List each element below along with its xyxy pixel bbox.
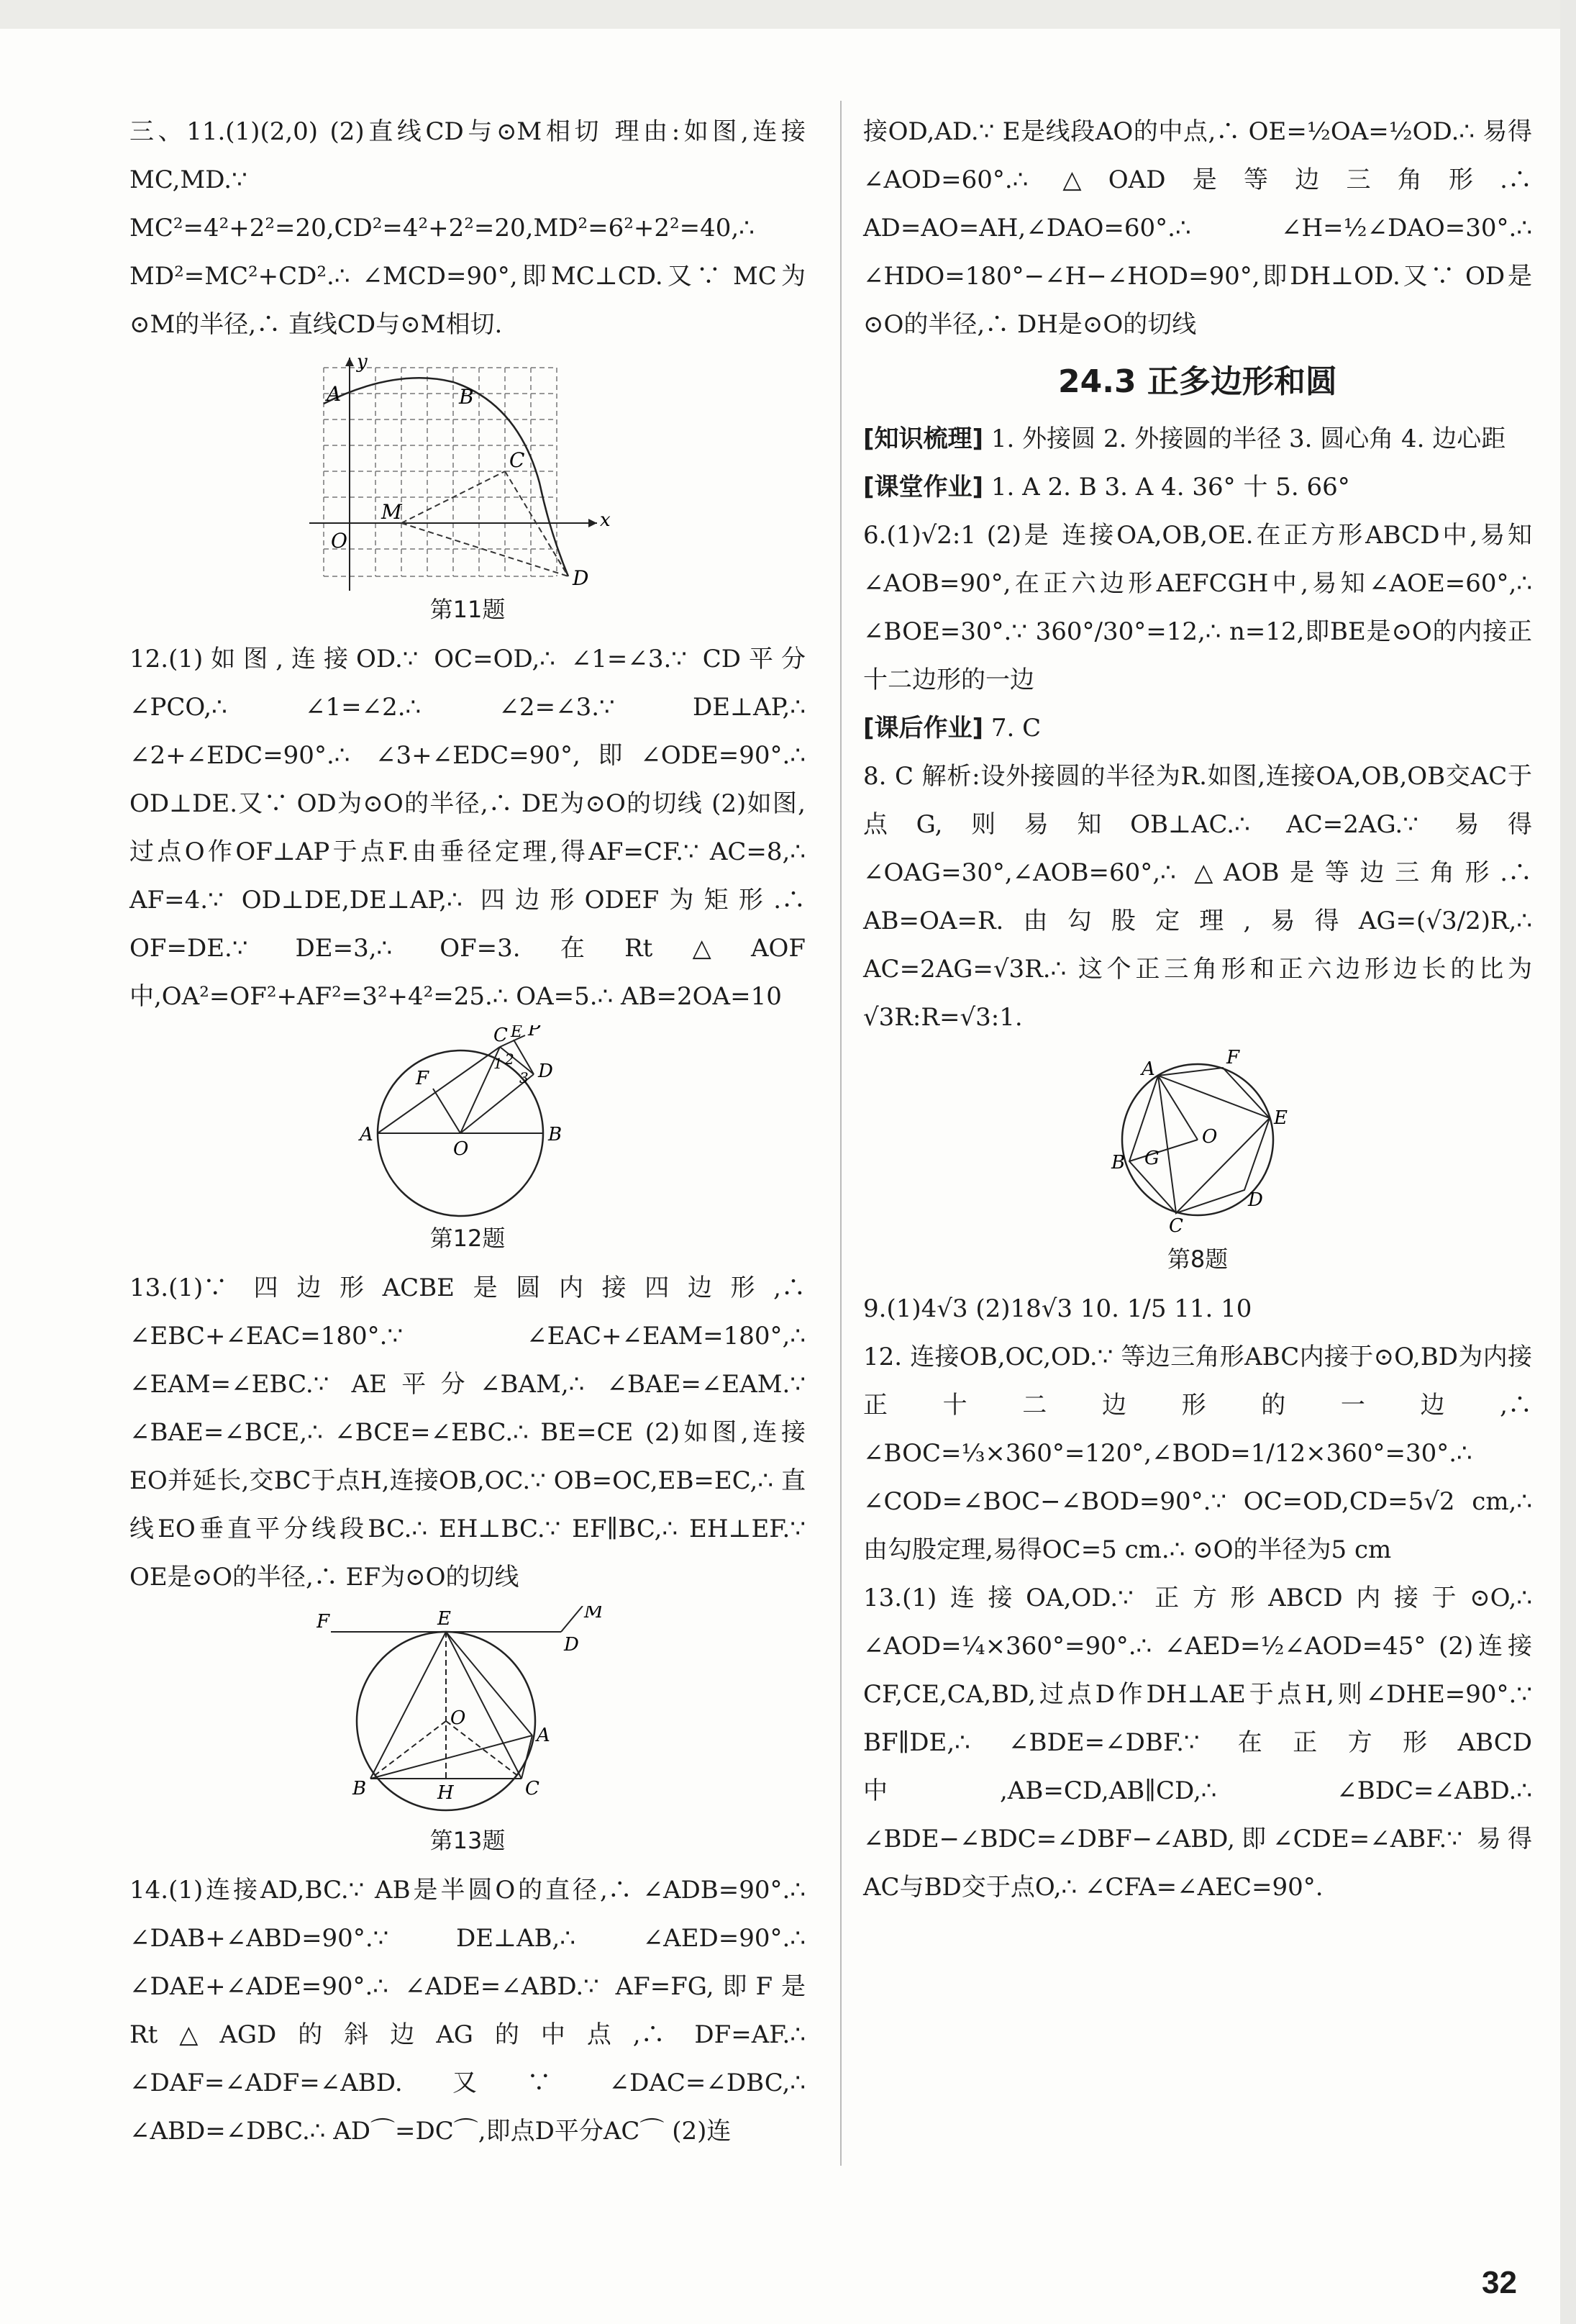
ketang-text: 1. A 2. B 3. A 4. 36° 十 5. 66°	[990, 473, 1350, 501]
label-A: A	[360, 1124, 373, 1145]
label-x: x	[600, 509, 611, 531]
label-F: F	[316, 1611, 330, 1633]
label-O: O	[453, 1138, 469, 1160]
label-C: C	[493, 1025, 508, 1046]
figure-12-diagram	[352, 1025, 583, 1220]
label-D: D	[573, 566, 589, 590]
question-8-text: 8. C 解析:设外接圆的半径为R.如图,连接OA,OB,OB交AC于点G,则易知OB⊥AC.∴ AC=2AG.∵ 易得∠OAG=30°,∠AOB=60°,∴ △AOB是等边三角形.∴ AB=OA=R.由勾股定理,易得AG=(√3/2)R,∴ AC=2AG=√3R.∴ 这个正三角形和正六边形边长的比为√3R:R=√3:1.	[863, 762, 1532, 1032]
section-title: 24.3 正多边形和圆	[1058, 363, 1337, 400]
label-F: F	[1226, 1047, 1240, 1068]
label-C: C	[525, 1778, 539, 1799]
label-y: y	[357, 353, 368, 373]
label-E: E	[1274, 1107, 1288, 1129]
question-11-text: 三、11.(1)(2,0) (2)直线CD与⊙M相切 理由:如图,连接MC,MD.∵ MC²=4²+2²=20,CD²=4²+2²=20,MD²=6²+2²=40,∴ MD²=MC²+CD².∴ ∠MCD=90°,即MC⊥CD.又∵ MC为⊙M的半径,∴ 直线CD与⊙M相切.	[129, 117, 806, 339]
page-number: 32	[1482, 2265, 1517, 2300]
figure-8-diagram	[1090, 1046, 1306, 1240]
question-14-text: 14.(1)连接AD,BC.∵ AB是半圆O的直径,∴ ∠ADB=90°.∴ ∠DAB+∠ABD=90°.∵ DE⊥AB,∴ ∠AED=90°.∴ ∠DAE+∠ADE=90°.∴ ∠ADE=∠ABD.∵ AF=FG,即F是Rt△AGD的斜边AG的中点,∴ DF=AF.∴ ∠DAF=∠ADF=∠ABD.又∵ ∠DAC=∠DBC,∴ ∠ABD=∠DBC.∴ AD⌒=DC⌒,即点D平分AC⌒ (2)连	[129, 1876, 806, 2146]
figure-11-caption: 第11题	[429, 596, 506, 623]
arc-curve	[324, 378, 568, 576]
label-O: O	[1202, 1126, 1218, 1148]
label-D: D	[538, 1061, 553, 1082]
label-M: M	[584, 1606, 603, 1622]
zhishi-tag: [知识梳理]	[863, 425, 984, 453]
label-D: D	[1248, 1189, 1263, 1211]
label-F: F	[416, 1068, 429, 1089]
kehou-text: 7. C	[990, 714, 1042, 743]
questions-9-11-text: 9.(1)4√3 (2)18√3 10. 1/5 11. 10	[863, 1294, 1252, 1323]
label-M: M	[381, 500, 402, 524]
left-column	[129, 108, 806, 2156]
figure-11-graph	[309, 353, 626, 591]
column-divider	[840, 101, 842, 2166]
figure-13	[316, 1606, 619, 1822]
label-C: C	[1169, 1215, 1183, 1237]
label-H: H	[437, 1782, 454, 1804]
page-right-edge	[1560, 0, 1576, 2324]
ketang-block	[863, 463, 1532, 512]
question-6-text: 6.(1)√2:1 (2)是 连接OA,OB,OE.在正方形ABCD中,易知∠AOB=90°,在正六边形AEFCGH中,易知∠AOE=60°,∴ ∠BOE=30°.∵ 360°/30°=12,∴ n=12,即BE是⊙O的内接正十二边形的一边	[863, 521, 1532, 694]
figure-12	[352, 1025, 583, 1220]
label-angle-1: 1	[493, 1055, 503, 1072]
figure-8	[1090, 1046, 1306, 1240]
kehou-tag: [课后作业]	[863, 714, 984, 743]
label-E: E	[511, 1025, 523, 1041]
ketang-tag: [课堂作业]	[863, 473, 984, 501]
figure-13-diagram	[316, 1606, 619, 1822]
kehou-block	[863, 704, 1532, 753]
label-B: B	[352, 1778, 367, 1799]
label-D: D	[564, 1634, 579, 1656]
label-O: O	[331, 529, 347, 553]
figure-11	[309, 353, 626, 591]
figure-8-caption: 第8题	[1167, 1245, 1229, 1273]
question-12-text: 12.(1)如图,连接OD.∵ OC=OD,∴ ∠1=∠3.∵ CD平分∠PCO,∴ ∠1=∠2.∴ ∠2=∠3.∵ DE⊥AP,∴ ∠2+∠EDC=90°.∴ ∠3+∠EDC=90°,即∠ODE=90°.∴ OD⊥DE.又∵ OD为⊙O的半径,∴ DE为⊙O的切线 (2)如图,过点O作OF⊥AP于点F.由垂径定理,得AF=CF.∵ AC=8,∴ AF=4.∵ OD⊥DE,DE⊥AP,∴ 四边形ODEF为矩形.∴ OF=DE.∵ DE=3,∴ OF=3.在Rt△AOF中,OA²=OF²+AF²=3²+4²=25.∴ OA=5.∴ AB=2OA=10	[129, 645, 806, 1011]
figure-13-caption: 第13题	[429, 1827, 506, 1854]
label-A: A	[327, 382, 342, 406]
label-G: G	[1144, 1148, 1160, 1169]
zhishi-text: 1. 外接圆 2. 外接圆的半径 3. 圆心角 4. 边心距	[990, 425, 1506, 453]
question-12-right-text: 12. 连接OB,OC,OD.∵ 等边三角形ABC内接于⊙O,BD为内接正十二边形的一边,∴ ∠BOC=⅓×360°=120°,∠BOD=1/12×360°=30°.∴ ∠COD=∠BOC−∠BOD=90°.∵ OC=OD,CD=5√2 cm,∴ 由勾股定理,易得OC=5 cm.∴ ⊙O的半径为5 cm	[863, 1343, 1532, 1564]
label-A: A	[537, 1725, 550, 1746]
page-top-band	[0, 0, 1576, 29]
label-A: A	[1142, 1058, 1155, 1080]
label-B: B	[459, 385, 474, 409]
label-O: O	[450, 1707, 466, 1729]
right-column	[863, 108, 1532, 1912]
figure-12-caption: 第12题	[429, 1225, 506, 1252]
label-E: E	[437, 1608, 451, 1630]
label-angle-3: 3	[519, 1069, 529, 1086]
label-B: B	[1111, 1152, 1126, 1174]
label-B: B	[548, 1124, 562, 1145]
question-14-continued: 接OD,AD.∵ E是线段AO的中点,∴ OE=½OA=½OD.∴ 易得∠AOD=60°.∴ △OAD是等边三角形.∴ AD=AO=AH,∠DAO=60°.∴ ∠H=½∠DAO=30°.∴ ∠HDO=180°−∠H−∠HOD=90°,即DH⊥OD.又∵ OD是⊙O的半径,∴ DH是⊙O的切线	[863, 117, 1532, 339]
question-13-right-text: 13.(1)连接OA,OD.∵ 正方形ABCD内接于⊙O,∴ ∠AOD=¼×360°=90°.∴ ∠AED=½∠AOD=45° (2)连接CF,CE,CA,BD,过点D作DH⊥AE于点H,则∠DHE=90°.∵ BF∥DE,∴ ∠BDE=∠DBF.∵ 在正方形ABCD中,AB=CD,AB∥CD,∴ ∠BDC=∠ABD.∴ ∠BDE−∠BDC=∠DBF−∠ABD,即∠CDE=∠ABF.∵ 易得AC与BD交于点O,∴ ∠CFA=∠AEC=90°.	[863, 1584, 1532, 1902]
label-angle-2: 2	[505, 1050, 514, 1068]
label-P: P	[528, 1025, 541, 1040]
question-13-text: 13.(1)∵ 四边形ACBE是圆内接四边形,∴ ∠EBC+∠EAC=180°.∵ ∠EAC+∠EAM=180°,∴ ∠EAM=∠EBC.∵ AE平分∠BAM,∴ ∠BAE=∠EAM.∵ ∠BAE=∠BCE,∴ ∠BCE=∠EBC.∴ BE=CE (2)如图,连接EO并延长,交BC于点H,连接OB,OC.∵ OB=OC,EB=EC,∴ 直线EO垂直平分线段BC.∴ EH⊥BC.∵ EF∥BC,∴ EH⊥EF.∵ OE是⊙O的半径,∴ EF为⊙O的切线	[129, 1274, 806, 1592]
label-C: C	[509, 448, 525, 472]
zhishi-block	[863, 415, 1532, 463]
